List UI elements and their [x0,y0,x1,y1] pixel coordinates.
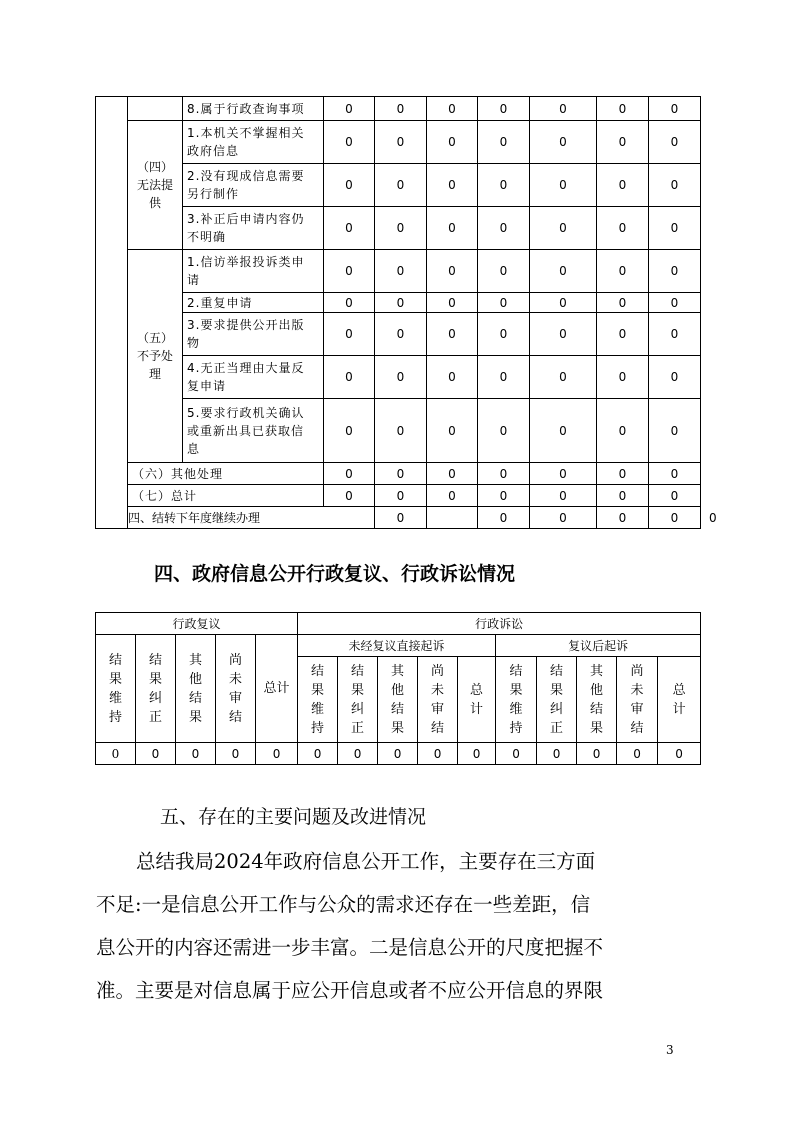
header-char: 其 [590,663,604,679]
row-label-line: 政府信息 [187,144,240,158]
litigation-column-header [458,657,496,743]
value-cell [427,507,478,529]
disclosure-stats-table: 8.属于行政查询事项 0 0 0 0 0 0 0 （四） 无法提 供 1.本机关不掌握相关 政府信息 0 0 0 0 0 0 0 2.没有现成信息需要 另行制作 0 0 0 0 0 0 0 3.补正后申请内容仍 不明确 0 0 0 0 0 0 0 （五） 不予处 理 1.信访举报投诉类申 请 0 0 0 0 0 0 0 2.重复申请 0 0 0 0 0 0 0 3.要求提供公开出版 物 0 0 0 0 0 0 0 4.无正当理由大量反 复申请 0 0 0 0 0 0 0 5.要求行政机关确认 或重新出具已获取信 息 0 0 0 0 0 0 0 （六）其他处理 0 0 0 0 0 0 0 （七）总计 0 0 0 0 0 0 0 四、结转下年度继续办理 0 0 0 0 0 0 [95,96,701,529]
group-label-line: 供 [148,196,161,210]
value-cell: 0 [597,507,649,529]
header-char: 未 [431,682,445,698]
value-cell: 0 [375,399,427,463]
header-char: 总 [470,682,484,698]
value-cell: 0 [597,313,649,356]
value-cell: 0 [597,97,649,121]
after-review-suit-header: 复议后起诉 [496,635,701,657]
value-cell: 0 [530,399,597,463]
row-label [183,313,324,356]
value-cell: 0 [375,97,427,121]
value-cell: 0 [649,207,701,250]
row-label [183,399,324,463]
value-cell: 0 [256,743,298,765]
header-char: 尚 [630,663,644,679]
value-cell: 0 [530,164,597,207]
value-cell: 0 [530,121,597,164]
value-cell: 0 [427,250,478,293]
value-cell: 0 [649,356,701,399]
litigation-column-header [338,657,378,743]
header-char: 纠 [550,701,564,717]
value-cell: 0 [649,97,701,121]
value-cell: 0 [216,743,256,765]
header-char: 结 [509,663,523,679]
header-char: 未 [630,682,644,698]
section-5-title: 五、存在的主要问题及改进情况 [160,806,427,828]
row-label-line: 1.信访举报投诉类申 [187,255,305,269]
value-cell: 0 [530,463,597,485]
paragraph-line: 总结我局2024年政府信息公开工作，主要存在三方面 [136,850,596,873]
header-char: 结 [590,701,604,717]
header-char: 其 [391,663,405,679]
value-cell: 0 [649,164,701,207]
header-char: 结 [148,652,162,668]
header-char: 结 [550,663,564,679]
value-cell: 0 [530,250,597,293]
row-label-line: 不明确 [187,230,227,244]
header-char: 正 [148,709,162,725]
group-label-not-processed [128,250,183,463]
value-cell: 0 [478,356,530,399]
value-cell: 0 [649,507,701,529]
header-char: 结 [228,709,242,725]
header-char: 他 [391,682,405,698]
value-cell: 0 [427,313,478,356]
group-label-line: 不予处 [136,349,173,363]
value-cell: 0 [478,97,530,121]
value-cell: 0 [427,293,478,313]
value-cell: 0 [427,97,478,121]
header-char: 他 [590,682,604,698]
row-label: 8.属于行政查询事项 [183,97,324,121]
value-cell: 0 [324,164,375,207]
page-number: 3 [666,1043,674,1057]
header-char: 正 [351,720,365,736]
header-char: 维 [108,690,122,706]
header-char: 结 [351,663,365,679]
value-cell: 0 [530,485,597,507]
value-cell: 0 [649,250,701,293]
value-cell: 0 [478,399,530,463]
value-cell: 0 [530,313,597,356]
header-char: 其 [188,652,202,668]
value-cell: 0 [530,207,597,250]
row-label [183,207,324,250]
value-cell: 0 [649,463,701,485]
value-cell: 0 [324,293,375,313]
outer-category-cell [96,97,128,529]
header-char: 持 [311,720,325,736]
value-cell: 0 [649,121,701,164]
group-label-line: （四） [136,160,173,174]
row-label: （七）总计 [128,485,324,507]
value-cell: 0 [478,293,530,313]
value-cell: 0 [427,485,478,507]
header-char: 果 [590,720,604,736]
header-char: 维 [311,701,325,717]
value-cell: 0 [427,356,478,399]
header-char: 未 [228,671,242,687]
value-cell: 0 [530,97,597,121]
row-label-line: 2.没有现成信息需要 [187,169,305,183]
header-char: 结 [188,690,202,706]
header-char: 尚 [431,663,445,679]
value-cell: 0 [478,207,530,250]
value-cell: 0 [478,250,530,293]
value-cell: 0 [375,463,427,485]
value-cell: 0 [324,97,375,121]
row-label-line: 或重新出具已获取信 [187,423,305,438]
value-cell: 0 [597,293,649,313]
litigation-column-header [418,657,458,743]
value-cell: 0 [597,463,649,485]
value-cell: 0 [324,121,375,164]
review-litigation-table [95,612,701,765]
value-cell: 0 [324,463,375,485]
header-char: 果 [391,720,405,736]
value-cell: 0 [530,356,597,399]
review-column-header [96,635,136,743]
header-char: 果 [550,682,564,698]
header-char: 审 [431,701,445,717]
value-cell: 0 [324,207,375,250]
value-cell: 0 [427,207,478,250]
header-char: 结 [630,720,644,736]
value-cell: 0 [496,743,537,765]
value-cell: 0 [324,399,375,463]
value-cell: 0 [375,313,427,356]
problems-paragraph [96,840,696,1012]
value-cell: 0 [478,121,530,164]
group-label-line: （五） [136,331,173,345]
group-label-line: 无法提 [136,178,173,192]
section-4-title: 四、政府信息公开行政复议、行政诉讼情况 [154,563,516,585]
value-cell: 0 [597,356,649,399]
value-cell: 0 [597,399,649,463]
header-char: 持 [509,720,523,736]
litigation-column-header [537,657,577,743]
header-char: 持 [108,709,122,725]
value-cell: 0 [324,485,375,507]
value-cell: 0 [658,743,701,765]
group-label-line: 理 [148,367,161,381]
header-char: 他 [188,671,202,687]
value-cell: 0 [478,164,530,207]
row-label-line: 3.补正后申请内容仍 [187,212,305,226]
value-cell: 0 [617,743,658,765]
value-cell: 0 [427,121,478,164]
admin-review-header: 行政复议 [96,613,298,635]
value-cell: 0 [375,293,427,313]
value-cell: 0 [478,485,530,507]
header-char: 计 [470,701,484,717]
value-cell: 0 [597,164,649,207]
review-column-header [176,635,216,743]
header-char: 结 [311,663,325,679]
row-label-line: 复申请 [187,379,227,393]
header-char: 计 [672,701,686,717]
value-cell: 0 [597,485,649,507]
value-cell: 0 [324,250,375,293]
row-label-line: 5.要求行政机关确认 [187,405,305,420]
value-cell: 0 [478,313,530,356]
value-cell: 0 [375,485,427,507]
header-char: 总 [672,682,686,698]
litigation-column-header [658,657,701,743]
value-cell: 0 [375,250,427,293]
header-char: 总计 [263,681,290,696]
value-cell: 0 [375,164,427,207]
row-label-line: 1.本机关不掌握相关 [187,126,305,140]
value-cell: 0 [427,399,478,463]
value-cell: 0 [649,485,701,507]
paragraph-line: 准。主要是对信息属于应公开信息或者不应公开信息的界限 [96,979,604,1002]
header-char: 结 [391,701,405,717]
header-char: 果 [108,671,122,687]
litigation-column-header [577,657,617,743]
header-char: 果 [509,682,523,698]
row-label [183,356,324,399]
row-label [183,121,324,164]
header-char: 果 [188,709,202,725]
litigation-column-header [298,657,338,743]
row-label-line: 物 [187,336,201,350]
value-cell: 0 [649,399,701,463]
value-cell: 0 [375,207,427,250]
value-cell: 0 [597,121,649,164]
row-label [183,164,324,207]
value-cell: 0 [597,207,649,250]
value-cell: 0 [530,507,597,529]
row-label-line: 2.重复申请 [187,295,253,310]
litigation-column-header [378,657,418,743]
value-cell: 0 [649,293,701,313]
value-cell: 0 [324,313,375,356]
row-label-line: 息 [187,441,201,456]
value-cell: 0 [577,743,617,765]
row-label-line: 请 [187,273,201,287]
row-label-line: 3.要求提供公开出版 [187,318,305,332]
value-cell: 0 [478,507,530,529]
header-char: 结 [108,652,122,668]
litigation-column-header [496,657,537,743]
header-char: 审 [630,701,644,717]
value-cell: 0 [458,743,496,765]
header-char: 纠 [351,701,365,717]
value-cell: 0 [597,250,649,293]
value-cell: 0 [375,507,427,529]
blank-cell [128,97,183,121]
header-char: 果 [351,682,365,698]
value-cell: 0 [136,743,176,765]
value-cell: 0 [378,743,418,765]
value-cell: 0 [478,463,530,485]
row-label-carry-over: 四、结转下年度继续办理 [128,507,375,529]
header-char: 果 [148,671,162,687]
header-char: 纠 [148,690,162,706]
group-label-cannot-provide [128,121,183,250]
row-label [183,250,324,293]
row-label [183,293,324,313]
value-cell: 0 [649,313,701,356]
value-cell: 0 [176,743,216,765]
row-label: （六）其他处理 [128,463,324,485]
header-char: 尚 [228,652,242,668]
paragraph-line: 不足:一是信息公开工作与公众的需求还存在一些差距，信 [96,893,591,916]
header-char: 果 [311,682,325,698]
value-cell: 0 [530,293,597,313]
value-cell: 0 [375,356,427,399]
litigation-column-header [617,657,658,743]
value-cell: 0 [427,463,478,485]
row-label-line: 4.无正当理由大量反 [187,361,305,375]
header-char: 正 [550,720,564,736]
header-char: 维 [509,701,523,717]
value-cell: 0 [537,743,577,765]
direct-suit-header: 未经复议直接起诉 [298,635,496,657]
value-cell: 0 [427,164,478,207]
value-cell: 0 [96,743,136,765]
review-column-header [136,635,176,743]
value-cell: 0 [375,121,427,164]
header-char: 审 [228,690,242,706]
row-label-line: 另行制作 [187,187,240,201]
value-cell: 0 [338,743,378,765]
value-cell: 0 [418,743,458,765]
header-char: 结 [431,720,445,736]
value-cell: 0 [298,743,338,765]
review-column-header [256,635,298,743]
paragraph-line: 息公开的内容还需进一步丰富。二是信息公开的尺度把握不 [96,936,604,959]
admin-litigation-header: 行政诉讼 [298,613,701,635]
review-column-header [216,635,256,743]
value-cell: 0 [324,356,375,399]
